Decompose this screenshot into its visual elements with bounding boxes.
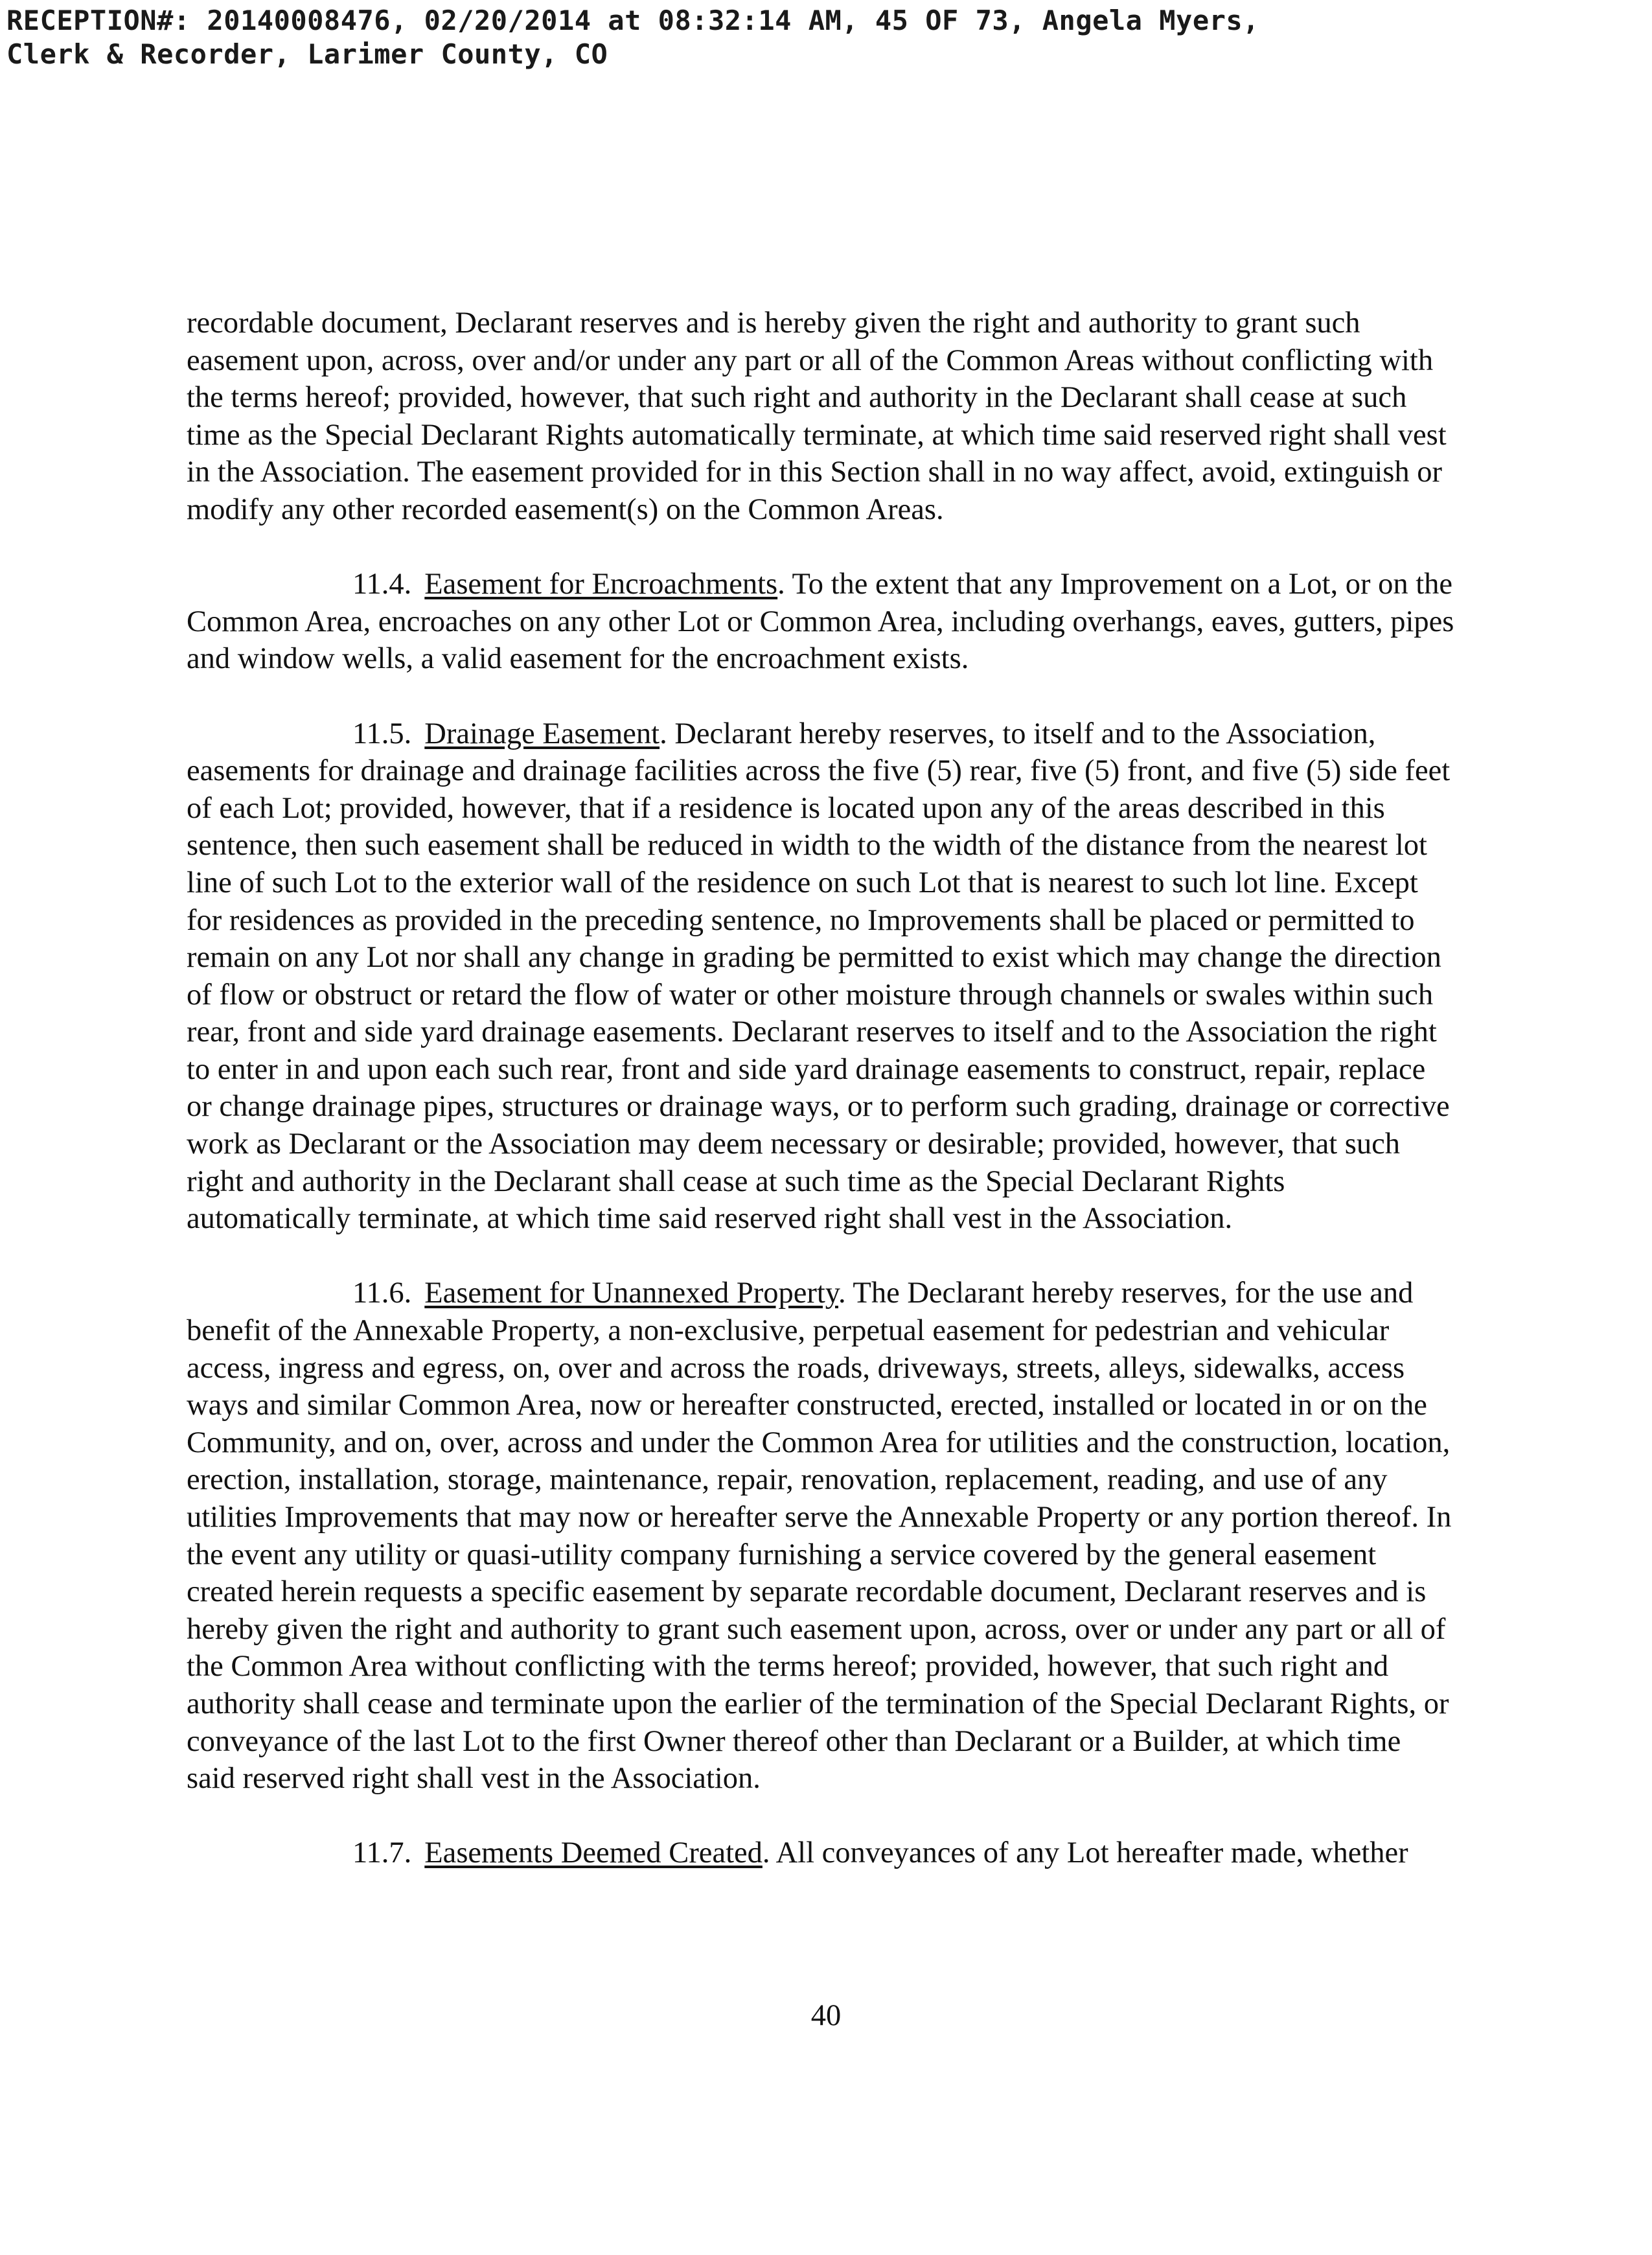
section-heading: Drainage Easement — [424, 717, 660, 750]
document-body — [187, 305, 1456, 1910]
section-text: . To the extent that any Improvement on a Lot, or on the Common Area, encroaches on any other Lot or Common Area, including overhangs, eaves, gutters, pipes and window wells, a valid easement for the encroachment exists. — [187, 568, 1454, 676]
section-11-6 — [187, 1275, 1456, 1797]
section-heading: Easement for Unannexed Property — [424, 1277, 838, 1310]
section-number: 11.7. — [352, 1836, 412, 1870]
section-number: 11.5. — [352, 717, 412, 750]
section-11-5 — [187, 715, 1456, 1238]
section-heading: Easements Deemed Created — [424, 1836, 763, 1870]
section-number: 11.4. — [352, 568, 412, 601]
recording-stamp-line-2: Clerk & Recorder, Larimer County, CO — [6, 38, 608, 70]
section-11-7 — [187, 1834, 1456, 1872]
recording-stamp-line-1: RECEPTION#: 20140008476, 02/20/2014 at 08:32:14 AM, 45 OF 73, Angela Myers, — [6, 5, 1259, 36]
continuation-paragraph: recordable document, Declarant reserves and is hereby given the right and authority to grant such easement upon, across, over and/or under any part or all of the Common Areas without conflicting with the terms hereof; provided, however, that such right and authority in the Declarant shall cease at such time as the Special Declarant Rights automatically terminate, at which time said reserved right shall vest in the Association. The easement provided for in this Section shall in no way affect, avoid, extinguish or modify any other recorded easement(s) on the Common Areas. — [187, 306, 1447, 526]
section-text: . All conveyances of any Lot hereafter made, whether — [762, 1836, 1408, 1870]
page-number: 40 — [810, 1999, 842, 2032]
section-number: 11.6. — [352, 1277, 412, 1310]
section-text: . The Declarant hereby reserves, for the use and benefit of the Annexable Property, a non-exclusive, perpetual easement for pedestrian and vehicular access, ingress and egress, on, over and across the roads, driveways, streets, alleys, sidewalks, access ways and similar Common Area, now or hereafter constructed, erected, installed or located in or on the Community, and on, over, across and under the Common Area for utilities and the construction, location, erection, installation, storage, maintenance, repair, renovation, replacement, reading, and use of any utilities Improvements that may now or hereafter serve the Annexable Property or any portion thereof. In the event any utility or quasi-utility company furnishing a service covered by the general easement created herein requests a specific easement by separate recordable document, Declarant reserves and is hereby given the right and authority to grant such easement upon, across, over or under any part or all of the Common Area without conflicting with the terms hereof; provided, however, that such right and authority shall cease and terminate upon the earlier of the termination of the Special Declarant Rights, or conveyance of the last Lot to the first Owner thereof other than Declarant or a Builder, at which time said reserved right shall vest in the Association. — [187, 1277, 1452, 1796]
section-text: . Declarant hereby reserves, to itself and to the Association, easements for drainage and drainage facilities across the five (5) rear, five (5) front, and five (5) side feet of each Lot; provided, however, that if a residence is located upon any of the areas described in this sentence, then such easement shall be reduced in width to the width of the distance from the nearest lot line of such Lot to the exterior wall of the residence on such Lot that is nearest to such lot line. Except for residences as provided in the preceding sentence, no Improvements shall be placed or permitted to remain on any Lot nor shall any change in grading be permitted to exist which may change the direction of flow or obstruct or retard the flow of water or other moisture through channels or swales within such rear, front and side yard drainage easements. Declarant reserves to itself and to the Association the right to enter in and upon each such rear, front and side yard drainage easements to construct, repair, replace or change drainage pipes, structures or drainage ways, or to perform such grading, drainage or corrective work as Declarant or the Association may deem necessary or desirable; provided, however, that such right and authority in the Declarant shall cease at such time as the Special Declarant Rights automatically terminate, at which time said reserved right shall vest in the Association. — [187, 717, 1451, 1236]
section-heading: Easement for Encroachments — [424, 568, 778, 601]
section-11-4 — [187, 566, 1456, 678]
recording-stamp — [6, 4, 1626, 71]
